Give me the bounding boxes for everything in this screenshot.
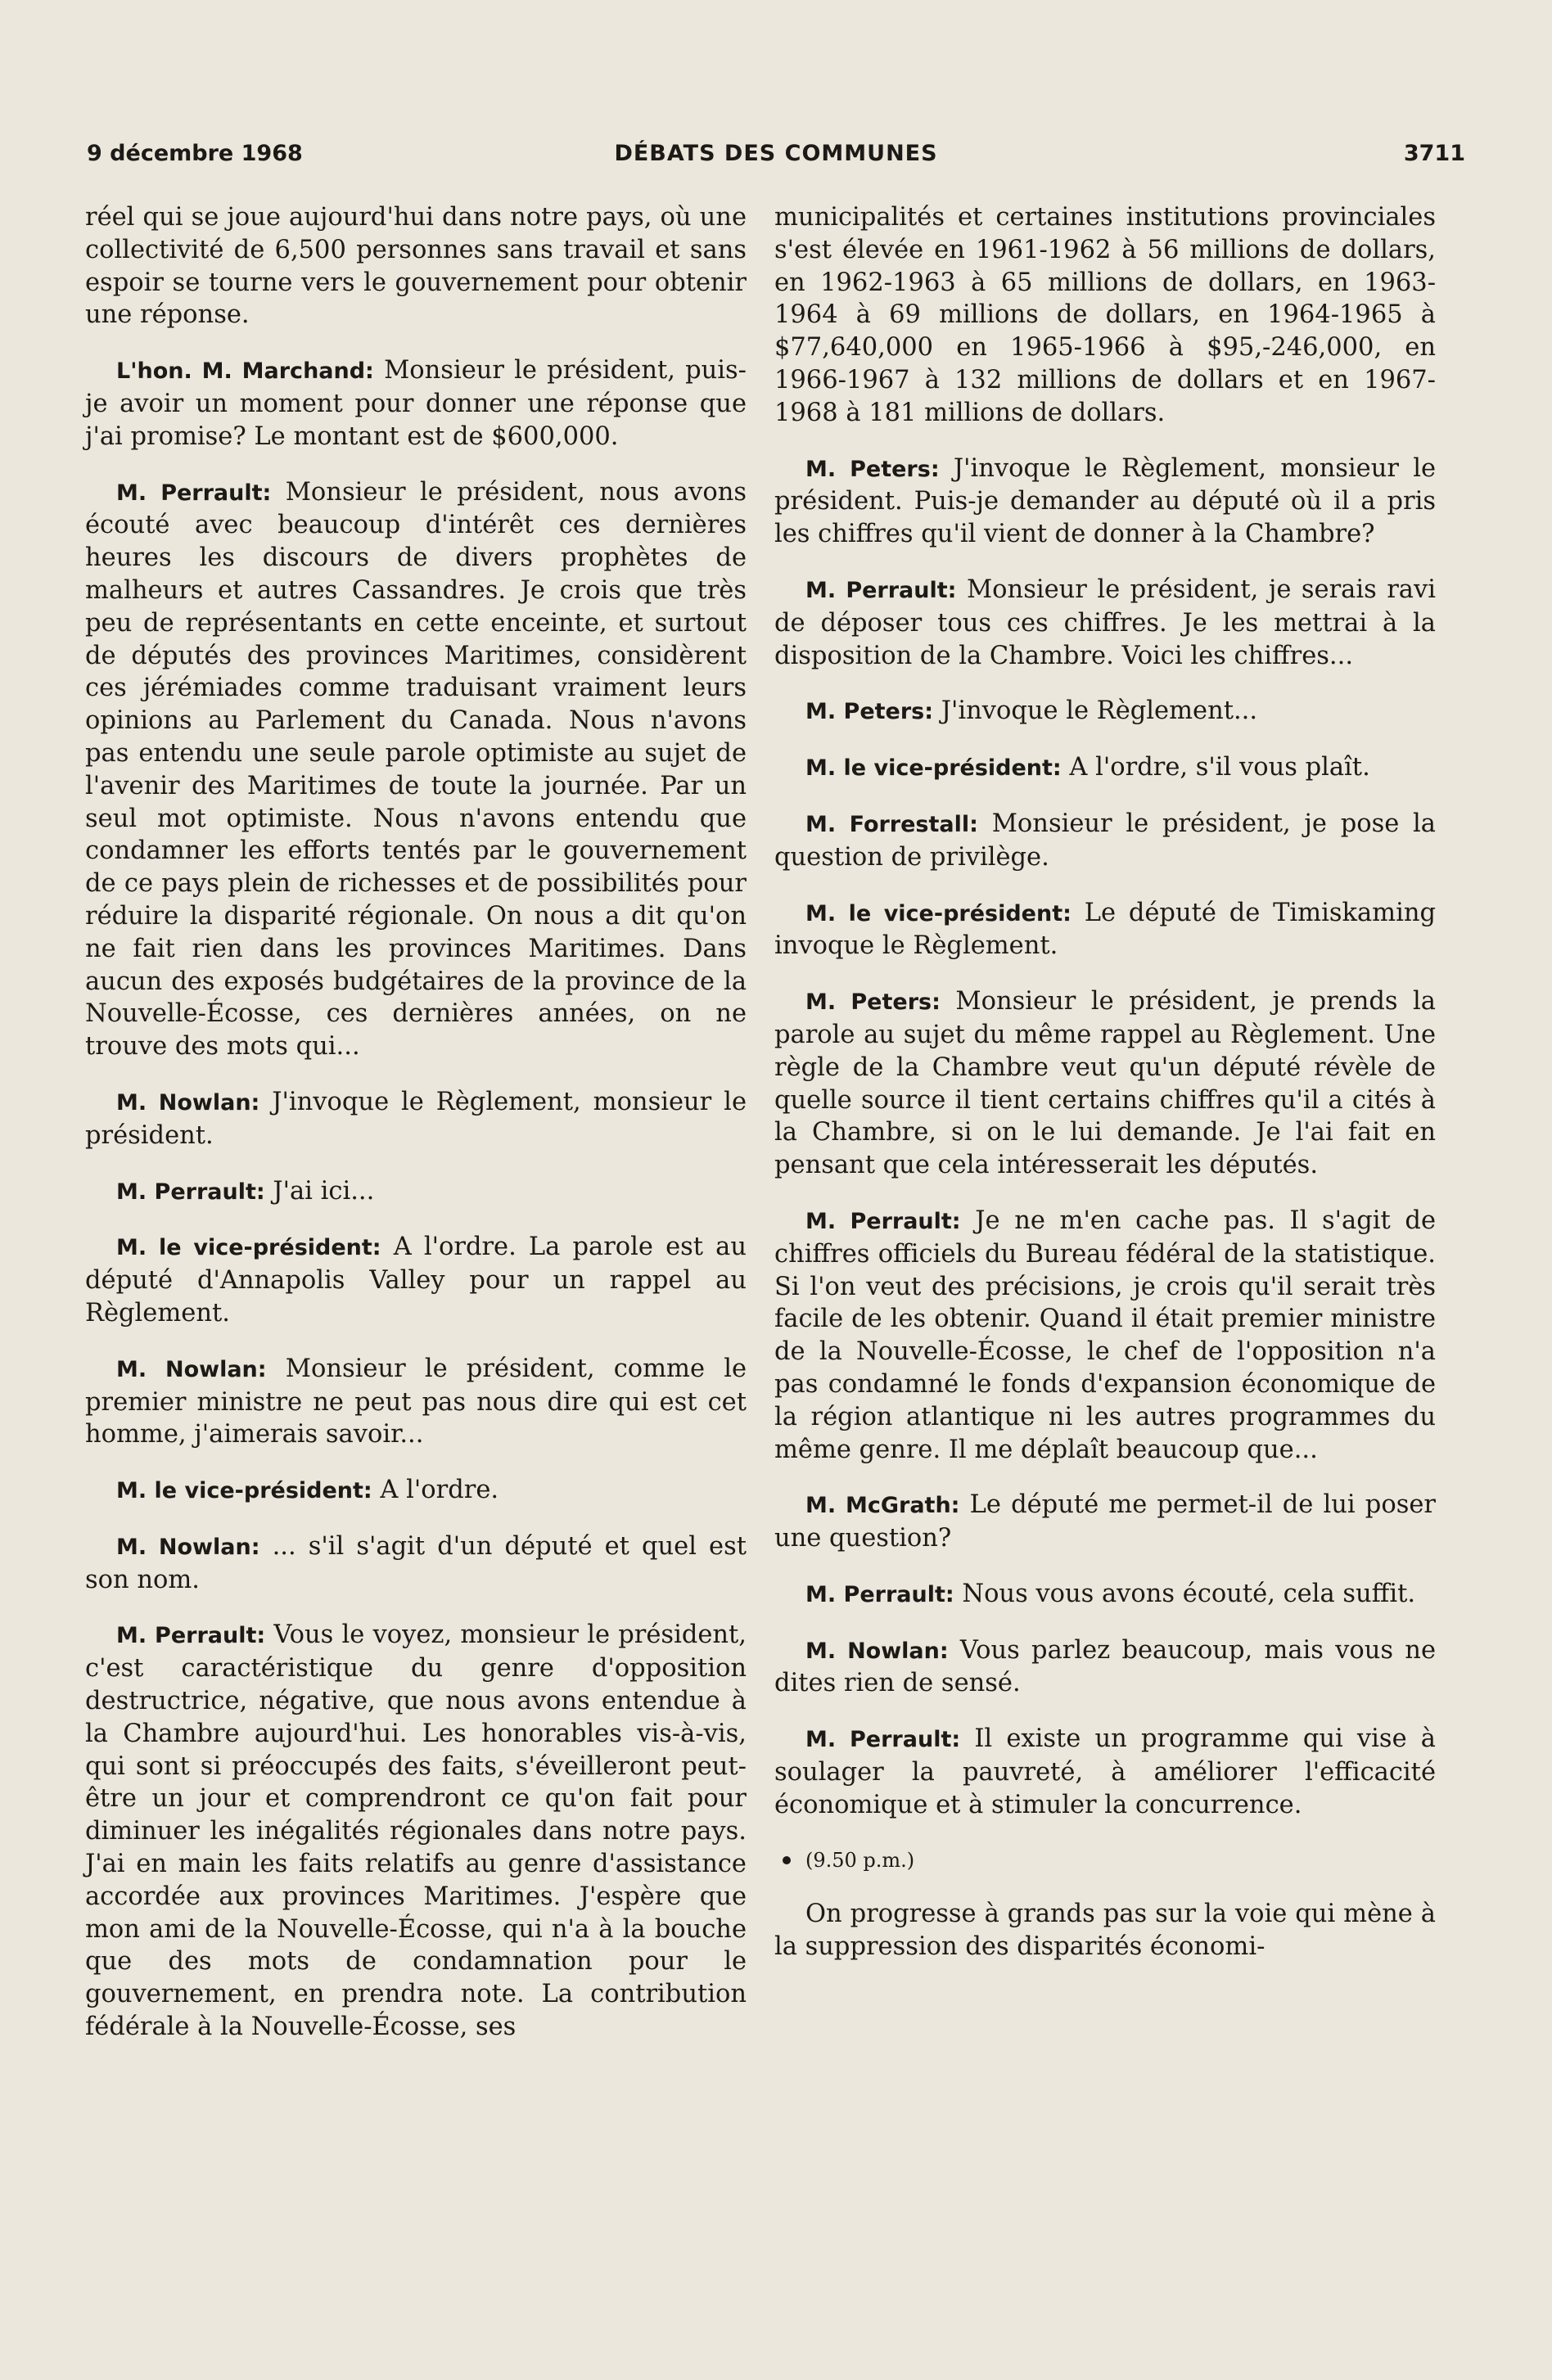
paragraph-text: réel qui se joue aujourd'hui dans notre pays, où une collectivité de 6,500 personnes sans travail et sans espoir se tourne vers le gouvernement pour obtenir une réponse.	[85, 203, 747, 330]
paragraph-text: A l'ordre. La parole est au député d'Annapolis Valley pour un rappel au Règlement.	[85, 1233, 747, 1327]
speaker-name: M. Peters:	[805, 456, 940, 482]
speaker-name: M. Nowlan:	[116, 1089, 260, 1116]
paragraph-text: Nous vous avons écouté, cela suffit.	[962, 1579, 1416, 1608]
paragraph	[85, 1231, 747, 1329]
paragraph	[774, 985, 1436, 1182]
paragraph-text: On progresse à grands pas sur la voie qui mène à la suppression des disparités économi-	[774, 1900, 1436, 1962]
paragraph	[85, 476, 747, 1063]
speaker-name: M. Perrault:	[805, 577, 957, 603]
paragraph	[85, 1175, 747, 1209]
speaker-name: M. Perrault:	[116, 1623, 266, 1649]
speaker-name: M. le vice-président:	[805, 755, 1062, 782]
paragraph	[774, 1205, 1436, 1466]
paragraph-text: Vous le voyez, monsieur le président, c'est caractéristique du genre d'opposition destructrice, négative, que nous avons entendue à la Chambre aujourd'hui. Les honorables vis-à-vis, qui sont si préoccupés des faits, s'éveilleront peut-être un jour et comprendront ce qu'on fait pour diminuer les inégalités régionales dans notre pays. J'ai en main les faits relatifs au genre d'assistance accordée aux provinces Maritimes. J'espère que mon ami de la Nouvelle-Écosse, qui n'a à la bouche que des mots de condamnation pour le gouvernement, en prendra note. La contribution fédérale à la Nouvelle-Écosse, ses	[85, 1620, 747, 2042]
paragraph	[774, 751, 1436, 785]
paragraph-text: Vous parlez beaucoup, mais vous ne dites rien de sensé.	[774, 1635, 1437, 1698]
right-column	[774, 201, 1436, 1986]
speaker-name: L'hon. M. Marchand:	[116, 358, 374, 385]
speaker-name: M. Nowlan:	[116, 1534, 260, 1560]
paragraph	[774, 695, 1436, 728]
speaker-name: M. le vice-président:	[116, 1235, 381, 1261]
paragraph-text: A l'ordre.	[380, 1476, 499, 1505]
paragraph-text: J'invoque le Règlement...	[941, 696, 1258, 726]
paragraph	[774, 1723, 1436, 1821]
speaker-name: M. Peters:	[805, 699, 934, 725]
closing-paragraph	[774, 1898, 1436, 1963]
paragraph-text: ... s'il s'agit d'un député et quel est son nom.	[85, 1531, 747, 1594]
speaker-name: M. Nowlan:	[805, 1638, 949, 1664]
paragraph	[85, 1086, 747, 1152]
paragraph	[774, 574, 1436, 672]
speaker-name: M. Peters:	[805, 989, 941, 1016]
paragraph-text: Monsieur le président, comme le premier ministre ne peut pas nous dire qui est cet homme, j'aimerais savoir...	[85, 1354, 747, 1449]
speaker-name: M. Perrault:	[116, 1179, 265, 1205]
left-column	[85, 201, 747, 2067]
speaker-name: M. Perrault:	[805, 1727, 961, 1753]
speaker-name: M. Forrestall:	[805, 811, 978, 837]
speaker-name: M. Perrault:	[805, 1581, 954, 1607]
paragraph	[774, 808, 1436, 874]
header-title: DÉBATS DES COMMUNES	[614, 141, 938, 166]
paragraph-text: Il existe un programme qui vise à soulager la pauvreté, à améliorer l'efficacité économique et à stimuler la concurrence.	[774, 1724, 1436, 1819]
speaker-name: M. Perrault:	[116, 480, 272, 506]
paragraph-text: J'invoque le Règlement, monsieur le président. Puis-je demander au député où il a pris les chiffres qu'il vient de donner à la Chambre?	[774, 453, 1437, 549]
paragraph-text: Monsieur le président, puis-je avoir un moment pour donner une réponse que j'ai promise? Le montant est de $600,000.	[85, 356, 747, 451]
paragraph-text: Monsieur le président, je prends la parole au sujet du même rappel au Règlement. Une règle de la Chambre veut qu'un député révèle de quelle source il tient certains chiffres qu'il a cités à la Chambre, si on le lui demande. Je l'ai fait en pensant que cela intéresserait les députés.	[774, 987, 1436, 1180]
paragraph-text: Monsieur le président, je pose la question de privilège.	[774, 809, 1436, 872]
paragraph	[774, 1489, 1436, 1555]
paragraph-text: A l'ordre, s'il vous plaît.	[1069, 753, 1370, 782]
paragraph	[85, 354, 747, 453]
time-mark	[774, 1845, 1436, 1877]
paragraph	[85, 1619, 747, 2043]
bullet-icon	[783, 1856, 791, 1864]
page-number: 3711	[1403, 141, 1465, 166]
paragraph-text: Monsieur le président, je serais ravi de déposer tous ces chiffres. Je les mettrai à la disposition de la Chambre. Voici les chiffres...	[774, 575, 1436, 670]
paragraph	[774, 201, 1436, 430]
speaker-name: M. Perrault:	[805, 1208, 961, 1234]
paragraph-text: Je ne m'en cache pas. Il s'agit de chiffres officiels du Bureau fédéral de la statistique. Si l'on veut des précisions, je crois qu'il serait très facile de les obtenir. Quand il était premier ministre de la Nouvelle-Écosse, le chef de l'opposition n'a pas condamné le fonds d'expansion économique de la région atlantique ni les autres programmes du même genre. Il me déplaît beaucoup que...	[774, 1206, 1436, 1464]
paragraph-text: J'invoque le Règlement, monsieur le président.	[85, 1087, 747, 1150]
speaker-name: M. McGrath:	[805, 1493, 960, 1519]
paragraph	[774, 897, 1436, 963]
paragraph-text: municipalités et certaines institutions provinciales s'est élevée en 1961-1962 à 56 millions de dollars, en 1962-1963 à 65 millions de dollars, en 1963-1964 à 69 millions de dollars, en 1964-1965 à $77,640,000 en 1965-1966 à $95,-246,000, en 1966-1967 à 132 millions de dollars et en 1967-1968 à 181 millions de dollars.	[774, 203, 1436, 427]
paragraph	[774, 453, 1436, 551]
paragraph-text: J'ai ici...	[273, 1176, 375, 1206]
header-date: 9 décembre 1968	[87, 141, 303, 166]
speaker-name: M. le vice-président:	[116, 1478, 372, 1504]
paragraph	[85, 1353, 747, 1451]
speaker-name: M. Nowlan:	[116, 1356, 267, 1382]
paragraph	[85, 1474, 747, 1508]
paragraph	[774, 1578, 1436, 1611]
paragraph	[774, 1634, 1436, 1701]
running-header	[87, 136, 1465, 172]
time-mark-text: (9.50 p.m.)	[805, 1848, 915, 1872]
speaker-name: M. le vice-président:	[805, 900, 1072, 926]
paragraph	[85, 201, 747, 331]
paragraph	[85, 1530, 747, 1597]
paragraph-text: Le député me permet-il de lui poser une question?	[774, 1490, 1436, 1553]
paragraph-text: Le député de Timiskaming invoque le Règlement.	[774, 898, 1437, 961]
paragraph-text: Monsieur le président, nous avons écouté avec beaucoup d'intérêt ces dernières heures les discours de divers prophètes de malheurs et autres Cassandres. Je crois que très peu de représentants en cette enceinte, et surtout de députés des provinces Maritimes, considèrent ces jérémiades comme traduisant vraiment leurs opinions au Parlement du Canada. Nous n'avons pas entendu une seule parole optimiste au sujet de l'avenir des Maritimes de toute la journée. Par un seul mot optimiste. Nous n'avons entendu que condamner les efforts tentés par le gouvernement de ce pays plein de richesses et de possibilités pour réduire la disparité régionale. On nous a dit qu'on ne fait rien dans les provinces Maritimes. Dans aucun des exposés budgétaires de la province de la Nouvelle-Écosse, ces dernières années, on ne trouve des mots qui...	[85, 477, 747, 1062]
